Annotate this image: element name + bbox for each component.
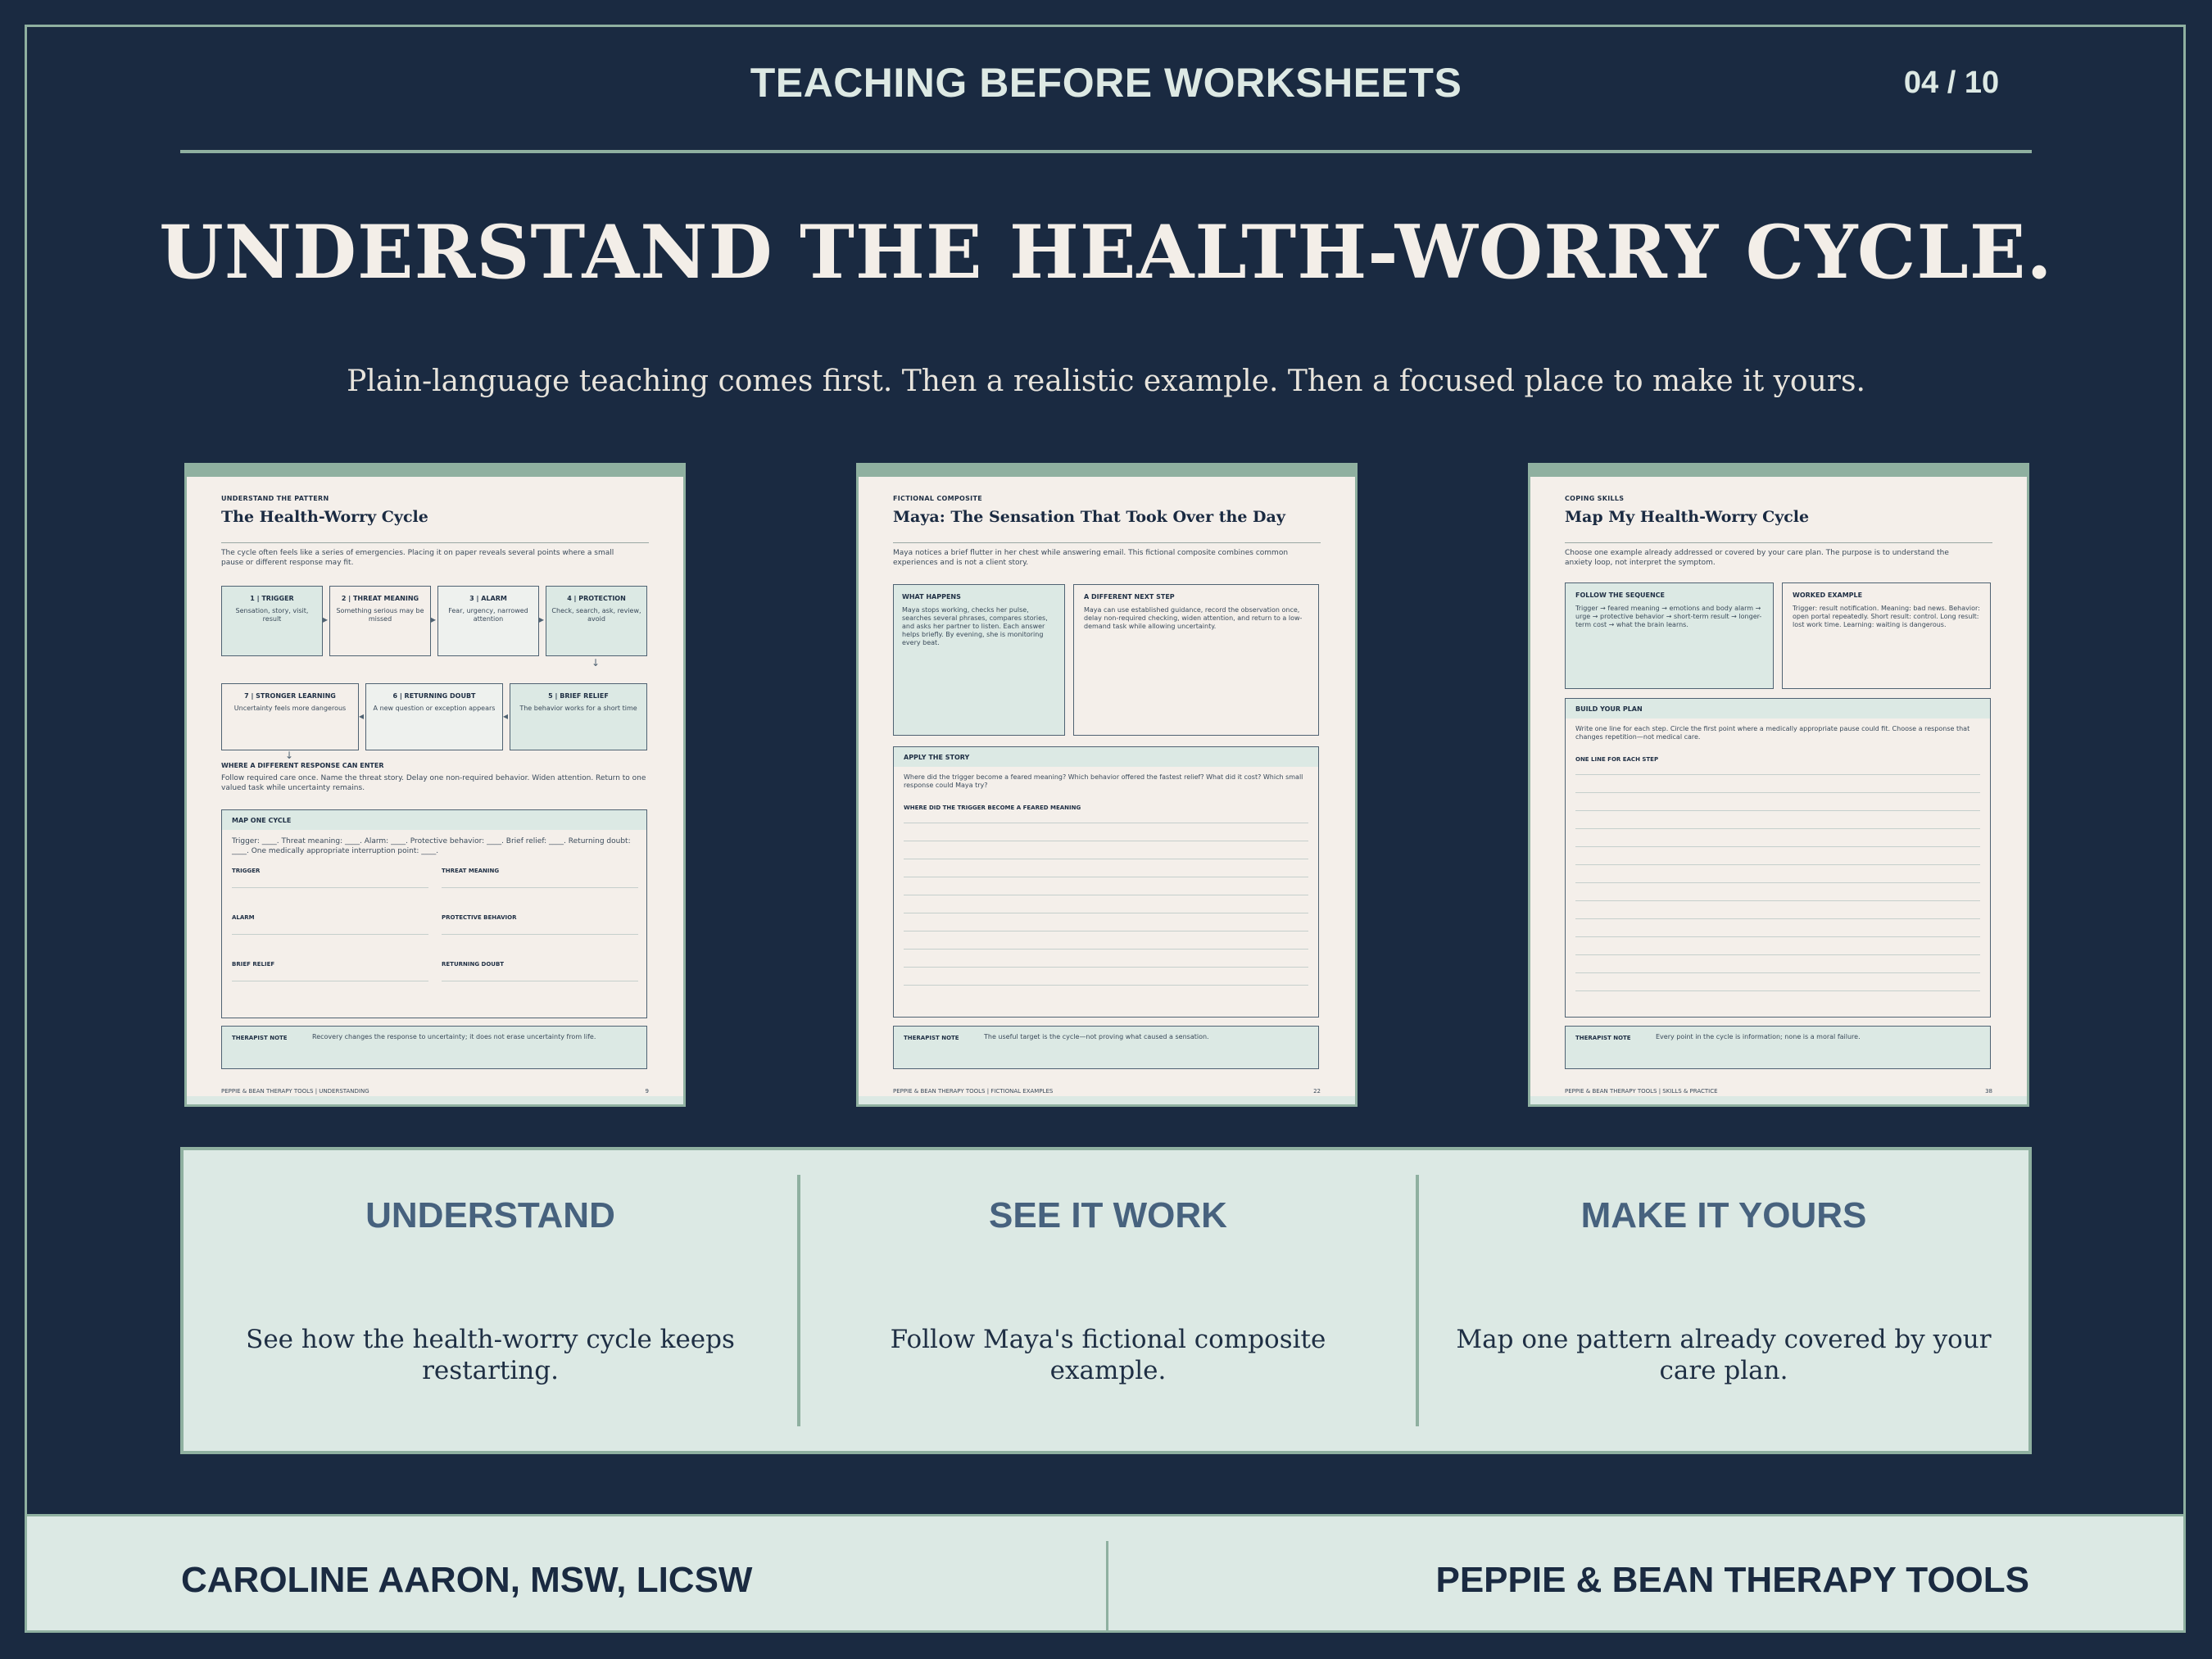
apply-heading: APPLY THE STORY <box>904 754 970 761</box>
field-label: PROTECTIVE BEHAVIOR <box>442 914 517 921</box>
page-intro: Maya notices a brief flutter in her chest while answering email. This fictional composite combines common experiences and is not a client story. <box>893 549 1289 567</box>
card-heading: UNDERSTAND <box>365 1195 615 1235</box>
cycle-step-returning-doubt <box>365 683 503 750</box>
page-eyebrow: UNDERSTAND THE PATTERN <box>221 495 329 502</box>
slide-eyebrow: TEACHING BEFORE WORKSHEETS <box>750 60 1462 106</box>
page-indicator: 04 / 10 <box>1903 66 2000 100</box>
map-heading: MAP ONE CYCLE <box>232 817 292 824</box>
field-label: THREAT MEANING <box>442 868 500 874</box>
arrow-right-icon: ▸ <box>431 614 437 625</box>
step-text: The behavior works for a short time <box>519 705 637 712</box>
write-line[interactable] <box>904 985 1308 986</box>
page-footer <box>221 1088 649 1095</box>
step-heading: 2 | THREAT MEANING <box>341 595 419 602</box>
write-line[interactable] <box>1575 864 1980 865</box>
step-heading: 6 | RETURNING DOUBT <box>392 692 476 700</box>
arrow-right-icon: ▸ <box>539 614 545 625</box>
write-line[interactable] <box>1575 774 1980 775</box>
page-footer <box>1565 1088 1992 1095</box>
step-text: Fear, urgency, narrowed attention <box>448 607 528 623</box>
page-title: The Health-Worry Cycle <box>221 508 428 526</box>
write-line[interactable] <box>1575 810 1980 811</box>
arrow-down-icon: ↓ <box>285 750 294 761</box>
note-label: THERAPIST NOTE <box>904 1035 959 1041</box>
step-text: Sensation, story, visit, result <box>235 607 309 623</box>
worksheet-preview-understanding <box>184 463 686 1107</box>
cycle-step-threat-meaning <box>329 586 431 656</box>
step-heading: 5 | BRIEF RELIEF <box>548 692 609 700</box>
write-line[interactable] <box>1575 792 1980 793</box>
write-line[interactable] <box>1575 954 1980 955</box>
write-line[interactable] <box>1575 882 1980 883</box>
plan-heading: BUILD YOUR PLAN <box>1575 705 1643 713</box>
page-bottom-band <box>859 1096 1355 1104</box>
field-label: BRIEF RELIEF <box>232 961 275 968</box>
footer-bar <box>25 1514 2186 1633</box>
card-body: Map one pattern already covered by your care plan. <box>1456 1325 1992 1385</box>
next-text: Maya can use established guidance, record the observation once, delay non-required checking, widen attention, and return to a low-demand task while allowing uncertainty. <box>1084 606 1303 630</box>
entry-heading: WHERE A DIFFERENT RESPONSE CAN ENTER <box>221 762 384 769</box>
card-make-it-yours <box>1419 1150 2028 1451</box>
page-eyebrow: FICTIONAL COMPOSITE <box>893 495 982 502</box>
plan-subheading: ONE LINE FOR EACH STEP <box>1575 756 1659 763</box>
footer-page-number: 38 <box>1985 1088 1992 1095</box>
cycle-step-protection <box>546 586 647 656</box>
page-top-band <box>187 465 683 477</box>
step-heading: 4 | PROTECTION <box>567 595 626 602</box>
worked-heading: WORKED EXAMPLE <box>1793 592 1863 599</box>
card-body: Follow Maya's fictional composite example. <box>890 1325 1326 1385</box>
arrow-down-icon: ↓ <box>592 657 601 669</box>
step-text: A new question or exception appears <box>373 705 496 712</box>
write-line[interactable] <box>232 934 428 935</box>
cycle-step-stronger-learning <box>221 683 359 750</box>
card-understand <box>184 1150 797 1451</box>
field-label: TRIGGER <box>232 868 261 874</box>
step-heading: 3 | ALARM <box>469 595 507 602</box>
note-text: The useful target is the cycle—not proving what caused a sensation. <box>984 1033 1209 1040</box>
write-line[interactable] <box>1575 990 1980 991</box>
step-heading: 1 | TRIGGER <box>250 595 294 602</box>
page-rule <box>221 542 649 543</box>
footer-page-number: 9 <box>645 1088 649 1095</box>
follow-sequence-box <box>1565 582 1774 689</box>
write-line[interactable] <box>1575 828 1980 829</box>
page-rule <box>1565 542 1992 543</box>
sequence-text: Trigger → feared meaning → emotions and body alarm → urge → protective behavior → short-term result → longer-term cost → what the brain learns. <box>1575 605 1762 628</box>
what-heading: WHAT HAPPENS <box>902 593 961 601</box>
step-text: Check, search, ask, review, avoid <box>551 607 641 623</box>
plan-text: Write one line for each step. Circle the first point where a medically appropriate pause could fit. Choose a response that changes repetition—not medical care. <box>1575 725 1970 741</box>
what-happens-box <box>893 584 1065 736</box>
apply-story-box <box>893 746 1319 1018</box>
write-line[interactable] <box>904 949 1308 950</box>
page-eyebrow: COPING SKILLS <box>1565 495 1625 502</box>
cycle-step-brief-relief <box>510 683 647 750</box>
arrow-left-icon: ◂ <box>359 710 365 722</box>
entry-text: Follow required care once. Name the threat story. Delay one non-required behavior. Widen attention. Return to one valued task while uncertainty remains. <box>221 774 646 792</box>
page-top-band <box>859 465 1355 477</box>
build-plan-box <box>1565 698 1991 1018</box>
write-line[interactable] <box>1575 972 1980 973</box>
card-see-it-work <box>800 1150 1416 1451</box>
brand-name: PEPPIE & BEAN THERAPY TOOLS <box>1435 1560 2029 1600</box>
author-credit: CAROLINE AARON, MSW, LICSW <box>181 1560 753 1600</box>
note-text: Every point in the cycle is information; none is a moral failure. <box>1656 1033 1861 1040</box>
worksheet-preview-practice <box>1528 463 2029 1107</box>
arrow-right-icon: ▸ <box>323 614 329 625</box>
apply-subheading: WHERE DID THE TRIGGER BECOME A FEARED MEANING <box>904 805 1081 811</box>
footer-divider <box>1106 1541 1108 1631</box>
page-title: Map My Health-Worry Cycle <box>1565 508 1810 526</box>
field-label: RETURNING DOUBT <box>442 961 505 968</box>
therapist-note <box>893 1026 1319 1069</box>
next-heading: A DIFFERENT NEXT STEP <box>1084 593 1175 601</box>
apply-text: Where did the trigger become a feared meaning? Which behavior offered the fastest relief? What did it cost? Which small response could Maya try? <box>904 773 1303 789</box>
step-heading: 7 | STRONGER LEARNING <box>244 692 336 700</box>
cycle-step-trigger <box>221 586 323 656</box>
worksheet-preview-example <box>856 463 1358 1107</box>
write-line[interactable] <box>1575 936 1980 937</box>
therapist-note <box>221 1026 647 1069</box>
cycle-step-alarm <box>437 586 539 656</box>
note-label: THERAPIST NOTE <box>1575 1035 1631 1041</box>
write-line[interactable] <box>232 887 428 888</box>
page-intro: The cycle often feels like a series of emergencies. Placing it on paper reveals several points where a small pause or different response may fit. <box>221 549 614 567</box>
worked-example-box <box>1782 582 1991 689</box>
arrow-left-icon: ◂ <box>503 710 509 722</box>
page-rule <box>893 542 1321 543</box>
write-line[interactable] <box>1575 918 1980 919</box>
footer-page-number: 22 <box>1313 1088 1321 1095</box>
worked-text: Trigger: result notification. Meaning: bad news. Behavior: open portal repeatedly. Short result: control. Long result: lost work time. Learning: waiting is dangerous. <box>1793 605 1980 628</box>
step-text: Something serious may be missed <box>336 607 424 623</box>
step-text: Uncertainty feels more dangerous <box>233 705 347 712</box>
footer-text: PEPPIE & BEAN THERAPY TOOLS | SKILLS & PRACTICE <box>1565 1088 1718 1095</box>
page-bottom-band <box>1530 1096 2027 1104</box>
page-title: Maya: The Sensation That Took Over the Day <box>893 508 1285 526</box>
page-bottom-band <box>187 1096 683 1104</box>
page-top-band <box>1530 465 2027 477</box>
card-body: See how the health-worry cycle keeps restarting. <box>246 1325 735 1385</box>
footer-text: PEPPIE & BEAN THERAPY TOOLS | UNDERSTANDING <box>221 1088 369 1095</box>
footer-text: PEPPIE & BEAN THERAPY TOOLS | FICTIONAL EXAMPLES <box>893 1088 1054 1095</box>
field-label: ALARM <box>232 914 255 921</box>
card-heading: MAKE IT YOURS <box>1580 1195 1867 1235</box>
slide-title: UNDERSTAND THE HEALTH-WORRY CYCLE. <box>159 209 2053 296</box>
what-text: Maya stops working, checks her pulse, searches several phrases, compares stories, and asks her partner to listen. Each answer helps briefly. By evening, she is monitoring every beat. <box>902 606 1048 646</box>
sequence-heading: FOLLOW THE SEQUENCE <box>1575 592 1666 599</box>
map-one-cycle-box <box>221 809 647 1018</box>
note-label: THERAPIST NOTE <box>232 1035 288 1041</box>
page-footer <box>893 1088 1321 1095</box>
write-line[interactable] <box>904 967 1308 968</box>
next-step-box <box>1073 584 1319 736</box>
map-text: Trigger: ____. Threat meaning: ____. Alarm: ____. Protective behavior: ____. Brief relief: ____. Returning doubt: ____. One medically appropriate interruption point: ____. <box>232 837 631 855</box>
write-line[interactable] <box>1575 846 1980 847</box>
therapist-note <box>1565 1026 1991 1069</box>
write-line[interactable] <box>442 887 638 888</box>
card-heading: SEE IT WORK <box>989 1195 1227 1235</box>
slide-subtitle: Plain-language teaching comes first. Then a realistic example. Then a focused place to make it yours. <box>347 365 1865 398</box>
note-text: Recovery changes the response to uncertainty; it does not erase uncertainty from life. <box>312 1033 596 1040</box>
write-line[interactable] <box>1575 900 1980 901</box>
write-line[interactable] <box>442 934 638 935</box>
header-rule <box>180 150 2032 153</box>
page-intro: Choose one example already addressed or covered by your care plan. The purpose is to understand the anxiety loop, not interpret the symptom. <box>1565 549 1949 567</box>
summary-cards <box>180 1147 2032 1454</box>
